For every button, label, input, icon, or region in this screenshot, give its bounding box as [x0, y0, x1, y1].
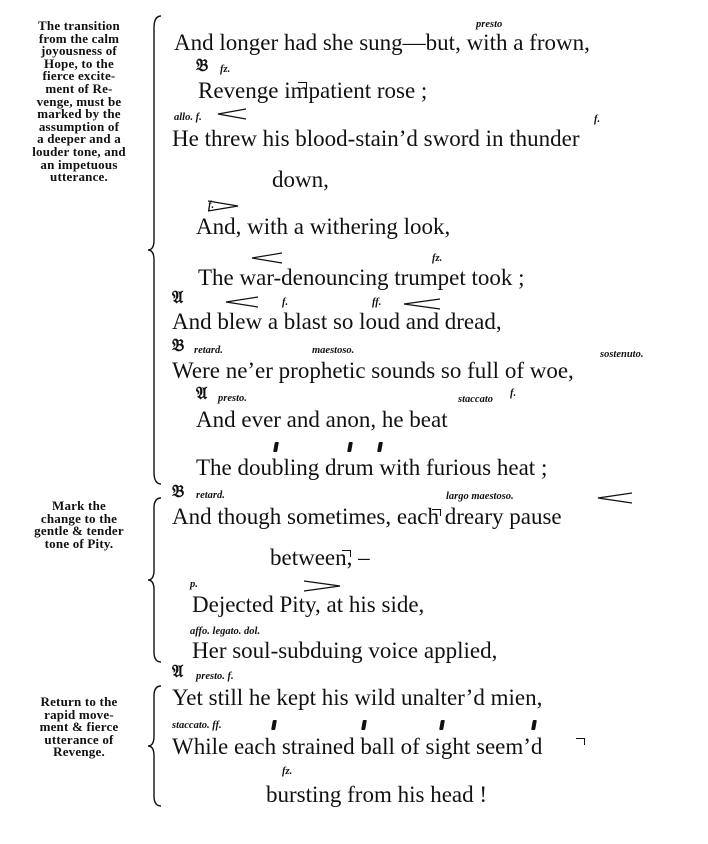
mark-sostenuto: sostenuto. [600, 349, 644, 360]
brace-1 [146, 14, 164, 486]
note-line: joyousness of [41, 43, 117, 59]
mark-voice-a: 𝔄 [172, 288, 184, 308]
mark-ff: ff. [372, 297, 382, 308]
mark-largo: largo maestoso. [446, 491, 514, 502]
stress-mark [439, 720, 445, 730]
crescendo-mark [224, 296, 264, 308]
stress-mark [273, 442, 279, 452]
pause-mark [576, 738, 585, 745]
note-line: Revenge. [53, 744, 105, 760]
pause-mark [298, 82, 307, 89]
margin-note-pity [14, 500, 144, 550]
mark-p: p. [190, 579, 198, 590]
crescendo-mark [596, 492, 636, 504]
note-line: Hope, to the [44, 55, 114, 71]
poem-line-2: Revenge impatient rose ; [198, 78, 428, 103]
note-line: utterance of [44, 731, 114, 747]
note-line: utterance. [50, 169, 108, 185]
note-line: rapid move- [44, 706, 114, 722]
stress-mark [531, 720, 537, 730]
mark-staccato: staccato. ff. [172, 720, 222, 731]
note-line: ment & fierce [39, 719, 119, 735]
poem-line-4: down, [272, 167, 329, 192]
stress-mark [361, 720, 367, 730]
mark-maestoso: maestoso. [312, 345, 355, 356]
poem-line-10: The doubling drum with furious heat ; [196, 455, 548, 480]
stress-mark [377, 442, 383, 452]
note-line: venge, must be [36, 93, 122, 109]
mark-f: f. [510, 388, 517, 399]
stress-mark [347, 442, 353, 452]
poem-line-9: And ever and anon, he beat [196, 407, 448, 432]
poem-line-5: And, with a withering look, [196, 214, 451, 239]
diminuendo-mark [206, 200, 246, 212]
note-line: The transition [38, 18, 120, 33]
note-line: marked by the [37, 106, 121, 122]
mark-allo: allo. f. [174, 112, 202, 123]
mark-f: f. [282, 297, 289, 308]
note-line: a deeper and a [37, 131, 121, 147]
note-line: change to the [40, 510, 118, 526]
poem-line-3: He threw his blood-stain’d sword in thunder [172, 126, 580, 151]
mark-presto: presto. f. [196, 671, 234, 682]
margin-note-revenge [14, 20, 144, 184]
poem-line-11: And though sometimes, each dreary pause [172, 504, 562, 529]
margin-note-return [14, 696, 144, 759]
mark-retard: retard. [194, 345, 223, 356]
poem-line-13: Dejected Pity, at his side, [192, 592, 425, 617]
mark-fz: fz. [282, 766, 293, 777]
mark-voice-a: 𝔄 [196, 384, 208, 404]
brace-2 [146, 496, 164, 664]
note-line: louder tone, and [32, 143, 126, 159]
mark-voice-b: 𝔅 [172, 336, 185, 356]
mark-f: f. [208, 200, 215, 211]
mark-fz: fz. [220, 64, 231, 75]
note-line: from the calm [38, 30, 120, 46]
pause-mark [342, 550, 351, 557]
pause-mark [432, 509, 441, 516]
poem-line-7: And blew a blast so loud and dread, [172, 309, 502, 334]
mark-affo: affo. legato. dol. [190, 626, 261, 637]
diminuendo-mark [302, 580, 342, 592]
crescendo-mark [250, 252, 290, 264]
poem-line-1: And longer had she sung—but, with a frown, [174, 30, 590, 55]
note-line: ment of Re- [45, 80, 113, 96]
mark-voice-a: 𝔄 [172, 662, 184, 682]
crescendo-mark [216, 108, 256, 120]
note-line: fierce excite- [42, 68, 116, 84]
crescendo-mark [402, 298, 442, 310]
mark-f: f. [594, 114, 601, 125]
note-line: gentle & tender [34, 523, 124, 539]
poem-line-16: While each strained ball of sight seem’d [172, 734, 543, 759]
poem-line-12: between, – [270, 545, 370, 570]
brace-3 [146, 684, 164, 808]
poem-line-15: Yet still he kept his wild unalter’d mien, [172, 685, 543, 710]
poem-line-8: Were ne’er prophetic sounds so full of woe, [172, 358, 574, 383]
poem-line-14: Her soul-subduing voice applied, [192, 638, 498, 663]
note-line: Return to the [40, 694, 118, 709]
mark-voice-b: 𝔅 [172, 482, 185, 502]
mark-retard: retard. [196, 490, 225, 501]
mark-fz: fz. [432, 253, 443, 264]
note-line: tone of Pity. [44, 535, 114, 551]
note-line: assumption of [38, 118, 120, 134]
poem-line-6: The war-denouncing trumpet took ; [198, 265, 525, 290]
note-line: Mark the [52, 498, 106, 513]
mark-staccato: staccato [458, 394, 493, 405]
note-line: an impetuous [40, 156, 118, 172]
mark-presto: presto [476, 19, 503, 30]
mark-presto: presto. [218, 393, 247, 404]
stress-mark [271, 720, 277, 730]
poem-line-17: bursting from his head ! [266, 782, 488, 807]
mark-voice-b: 𝔅 [196, 56, 209, 76]
